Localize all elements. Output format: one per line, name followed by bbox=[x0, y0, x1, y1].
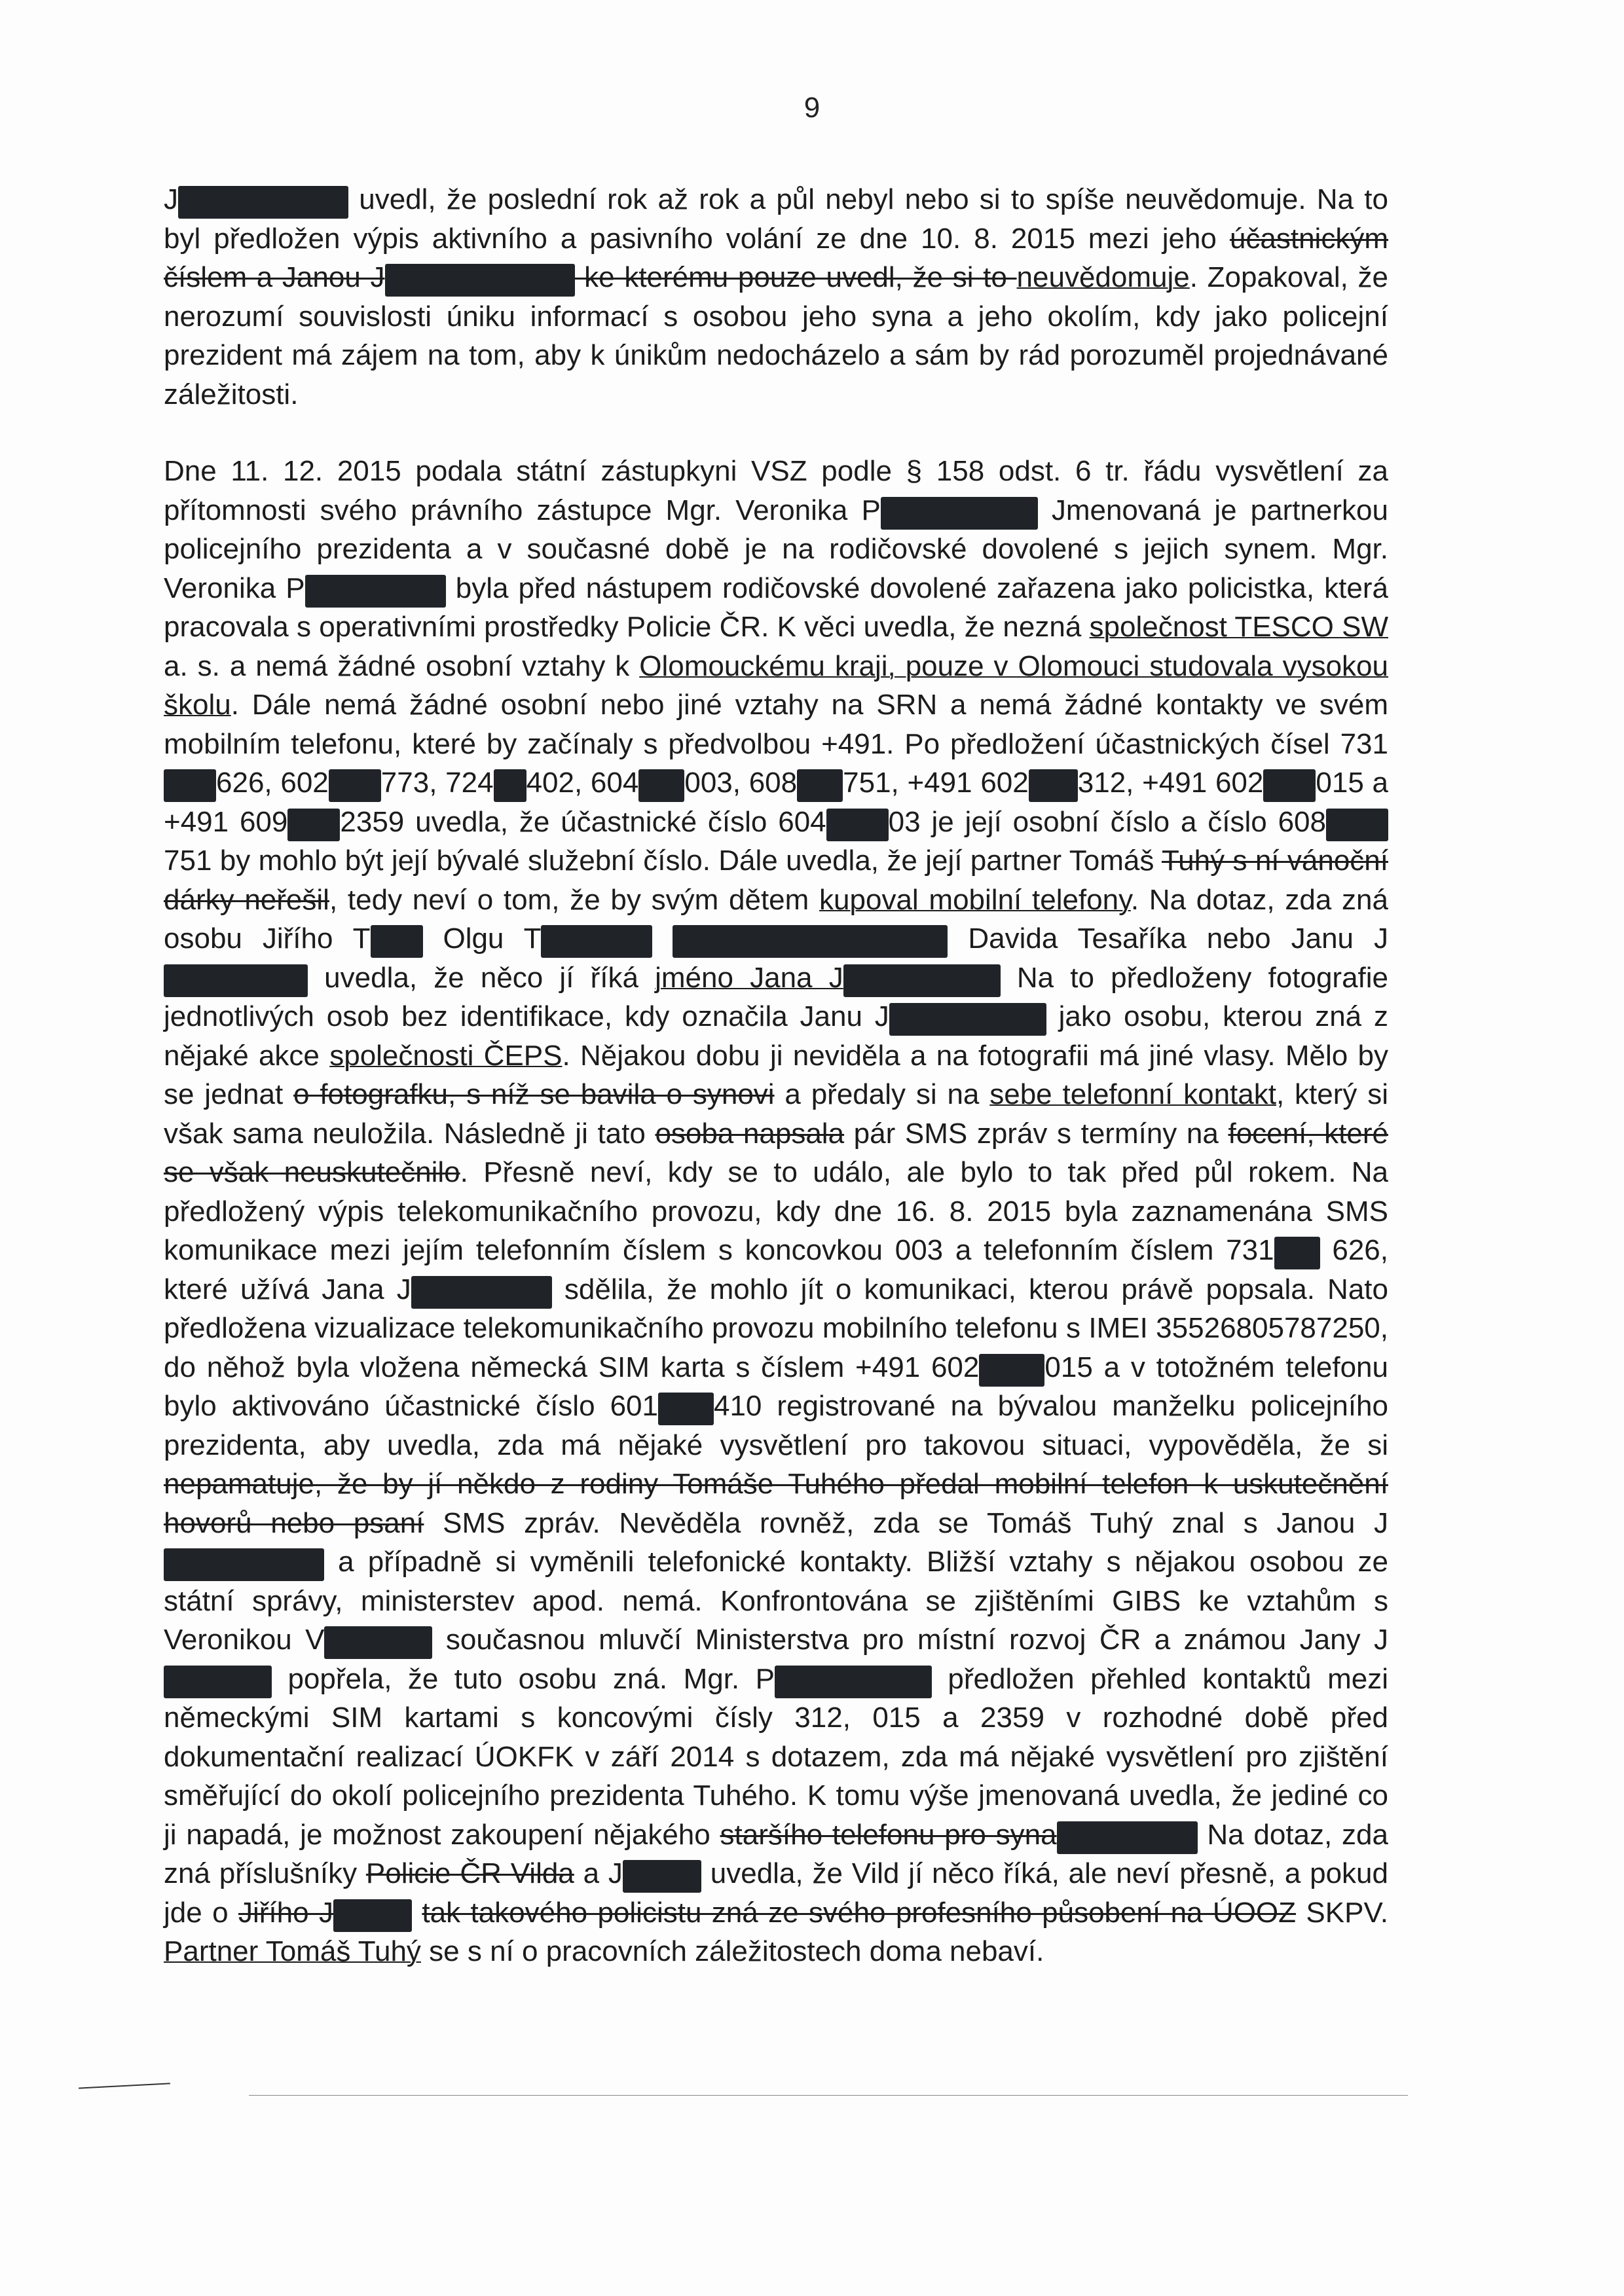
text-segment: Olgu T bbox=[422, 922, 542, 955]
text-segment: a případně si vyměnili telefonické kontakty. Bližší vztahy s nějakou osobou ze státní správy, ministerstev apod. nemá. Konfrontována se zjištěními GIBS ke vztahům s Veronikou V bbox=[164, 1546, 1388, 1656]
text-segment: SKPV. bbox=[1296, 1896, 1389, 1929]
redaction-block bbox=[164, 769, 216, 802]
underlined-text: neuvědomuje bbox=[1016, 261, 1190, 293]
paragraph-testimony bbox=[164, 452, 1388, 1971]
page-number: 9 bbox=[803, 92, 821, 124]
redaction-block bbox=[541, 925, 652, 958]
redaction-block bbox=[658, 1393, 714, 1425]
text-segment: 015 a v totožném telefonu bylo aktivováno účastnické číslo 601 bbox=[164, 1351, 1388, 1422]
text-segment: a předaly si na bbox=[774, 1078, 990, 1110]
underlined-text: společnosti ČEPS bbox=[329, 1039, 563, 1072]
text-segment: uvedla, že Vild jí něco říká, ale neví přesně, a pokud jde o bbox=[164, 1857, 1388, 1929]
text-segment: 2359 uvedla, že účastnické číslo 604 bbox=[340, 805, 826, 838]
underlined-text: Partner Tomáš Tuhý bbox=[164, 1935, 421, 1967]
redaction-block bbox=[638, 769, 684, 802]
text-segment bbox=[652, 922, 673, 955]
redaction-block bbox=[775, 1666, 932, 1698]
text-segment bbox=[412, 1897, 422, 1929]
text-segment: 751, +491 602 bbox=[843, 767, 1029, 799]
text-segment: , který si však sama neuložila. Následně ji tato bbox=[164, 1078, 1388, 1150]
struck-text: ke kterému pouze uvedl, že si to bbox=[574, 261, 1017, 293]
text-segment: popřela, že tuto osobu zná. Mgr. P bbox=[272, 1662, 775, 1695]
redaction-block bbox=[1029, 769, 1078, 802]
struck-text: Policie ČR Vilda bbox=[365, 1857, 574, 1889]
redaction-block bbox=[1057, 1821, 1198, 1854]
redaction-block bbox=[371, 925, 423, 958]
underlined-text: Olomouckému kraji, pouze v Olomouci studovala vysokou školu bbox=[164, 649, 1388, 721]
text-segment: 626, 602 bbox=[216, 767, 329, 799]
struck-text: Jiřího J bbox=[238, 1896, 333, 1929]
text-segment: 751 by mohlo být její bývalé služební číslo. Dále uvedla, že její partner Tomáš bbox=[164, 845, 1162, 877]
redaction-block bbox=[1263, 769, 1316, 802]
redaction-block bbox=[385, 264, 575, 297]
redaction-block bbox=[826, 809, 889, 841]
paragraph-interview-summary bbox=[164, 180, 1388, 414]
redaction-block bbox=[164, 1666, 272, 1698]
text-segment: Jmenovaná je partnerkou policejního prezidenta a v současné době je na rodičovské dovolené s jejich synem. Mgr. Veronika P bbox=[164, 494, 1388, 604]
text-segment: uvedla, že něco jí říká bbox=[308, 961, 655, 994]
text-segment: . Přesně neví, kdy se to událo, ale bylo to tak před půl rokem. Na předložený výpis telekomunikačního provozu, kdy dne 16. 8. 2015 byla zaznamenána SMS komunikace mezi jejím telefonním číslem s koncovkou 003 a telefonním číslem 731 bbox=[164, 1156, 1388, 1266]
redaction-block bbox=[305, 575, 446, 608]
text-segment: . Dále nemá žádné osobní nebo jiné vztahy na SRN a nemá žádné kontakty ve svém mobilním telefonu, které by začínaly s předvolbou +491. Po předložení účastnických čísel 731 bbox=[164, 689, 1388, 760]
struck-text: účastnickým číslem a Janou J bbox=[164, 222, 1388, 293]
text-segment: 410 registrované na bývalou manželku policejního prezidenta, aby uvedla, zda má nějaké vysvětlení pro takovou situaci, vypověděla, že si bbox=[164, 1390, 1388, 1461]
text-segment: . Zopakoval, že nerozumí souvislosti úniku informací s osobou jeho syna a jeho okolím, kdy jako policejní prezident má zájem na tom, aby k únikům nedocházelo a sám by rád porozuměl projednávané záležitosti. bbox=[164, 261, 1389, 410]
text-segment: 626, které užívá Jana J bbox=[164, 1234, 1388, 1305]
text-segment: pár SMS zpráv s termíny na bbox=[844, 1117, 1228, 1150]
text-segment: byla před nástupem rodičovské dovolené zařazena jako policistka, která pracovala s operativními prostředky Policie ČR. K věci uvedla, že nezná bbox=[164, 572, 1388, 643]
text-segment: a. s. a nemá žádné osobní vztahy k bbox=[164, 649, 640, 682]
text-segment: současnou mluvčí Ministerstva pro místní rozvoj ČR a známou Jany J bbox=[432, 1624, 1388, 1656]
struck-text: o fotografku, s níž se bavila o synovi bbox=[293, 1078, 775, 1110]
redaction-block bbox=[881, 497, 1038, 530]
redaction-block bbox=[333, 1899, 412, 1932]
text-segment: 773, 724 bbox=[380, 767, 494, 799]
text-segment: , tedy neví o tom, že by svým dětem bbox=[329, 883, 820, 916]
struck-text: tak takového policistu zná ze svého profesního působení na ÚOOZ bbox=[422, 1896, 1297, 1929]
redaction-block bbox=[1326, 809, 1388, 841]
margin-scribble bbox=[79, 2083, 170, 2088]
redaction-block bbox=[979, 1354, 1044, 1387]
struck-text: Tuhý s ní vánoční dárky neřešil bbox=[164, 845, 1388, 916]
text-segment: Dne 11. 12. 2015 podala státní zástupkyni VSZ podle § 158 odst. 6 tr. řádu vysvětlení za přítomnosti svého právního zástupce Mgr. Veronika P bbox=[164, 455, 1388, 526]
page-body bbox=[164, 180, 1388, 1971]
text-segment: . Nějakou dobu ji neviděla a na fotografii má jiné vlasy. Mělo by se jednat bbox=[164, 1039, 1388, 1110]
text-segment: SMS zpráv. Nevěděla rovněž, zda se Tomáš Tuhý znal s Janou J bbox=[424, 1506, 1388, 1539]
text-segment: a J bbox=[574, 1857, 623, 1889]
redaction-block bbox=[623, 1860, 701, 1893]
redaction-block bbox=[178, 186, 348, 219]
redaction-block bbox=[1274, 1237, 1320, 1269]
text-segment: J bbox=[164, 183, 178, 215]
text-segment: 402, 604 bbox=[526, 767, 639, 799]
redaction-block bbox=[843, 964, 1001, 997]
text-segment: Na dotaz, zda zná příslušníky bbox=[164, 1818, 1388, 1889]
text-segment: uvedl, že poslední rok až rok a půl nebyl nebo si to spíše neuvědomuje. Na to byl předložen výpis aktivního a pasivního volání ze dne 10. 8. 2015 mezi jeho bbox=[164, 183, 1388, 255]
bottom-rule bbox=[249, 2095, 1408, 2096]
struck-text: nepamatuje, že by jí někdo z rodiny Tomáše Tuhého předal mobilní telefon k uskutečnění hovorů nebo psaní bbox=[164, 1468, 1388, 1539]
text-segment: sdělila, že mohlo jít o komunikaci, kterou právě popsala. Nato předložena vizualizace telekomunikačního provozu mobilního telefonu s IMEI 35526805787250, do něhož byla vložena německá SIM karta s číslem +491 602 bbox=[164, 1273, 1388, 1383]
underlined-text: společnost TESCO SW bbox=[1089, 611, 1389, 643]
underlined-text: jméno Jana J bbox=[655, 961, 843, 994]
redaction-block bbox=[164, 964, 308, 997]
redaction-block bbox=[797, 769, 843, 802]
text-segment: 03 je její osobní číslo a číslo 608 bbox=[888, 805, 1327, 838]
redaction-block bbox=[889, 1003, 1046, 1036]
redaction-block bbox=[329, 769, 381, 802]
text-segment: jako osobu, kterou zná z nějaké akce bbox=[164, 1000, 1388, 1072]
text-segment: 312, +491 602 bbox=[1077, 767, 1264, 799]
struck-text: focení, které se však neuskutečnilo bbox=[164, 1117, 1388, 1188]
redaction-block bbox=[494, 769, 526, 802]
redaction-block bbox=[673, 925, 948, 958]
redaction-block bbox=[164, 1548, 324, 1581]
underlined-text: kupoval mobilní telefony bbox=[819, 883, 1131, 916]
struck-text: staršího telefonu pro syna bbox=[720, 1818, 1057, 1851]
redaction-block bbox=[411, 1276, 552, 1309]
text-segment: Davida Tesaříka nebo Janu J bbox=[948, 922, 1388, 955]
text-segment: . Na dotaz, zda zná osobu Jiřího T bbox=[164, 883, 1388, 955]
text-segment: Na to předloženy fotografie jednotlivých osob bez identifikace, kdy označila Janu J bbox=[164, 961, 1389, 1032]
redaction-block bbox=[324, 1626, 432, 1659]
underlined-text: sebe telefonní kontakt bbox=[989, 1078, 1276, 1110]
text-segment: předložen přehled kontaktů mezi německými SIM kartami s koncovými čísly 312, 015 a 2359 v rozhodné době před dokumentační realizací ÚOKFK v září 2014 s dotazem, zda má nějaké vysvětlení pro zjištění směřující do okolí policejního prezidenta Tuhého. K tomu výše jmenovaná uvedla, že jediné co ji napadá, je možnost zakoupení nějakého bbox=[164, 1662, 1388, 1851]
text-segment: 015 a +491 609 bbox=[164, 767, 1388, 838]
struck-text: osoba napsala bbox=[655, 1117, 845, 1150]
redaction-block bbox=[287, 809, 340, 841]
text-segment: se s ní o pracovních záležitostech doma nebaví. bbox=[420, 1935, 1044, 1967]
text-segment: 003, 608 bbox=[684, 767, 798, 799]
